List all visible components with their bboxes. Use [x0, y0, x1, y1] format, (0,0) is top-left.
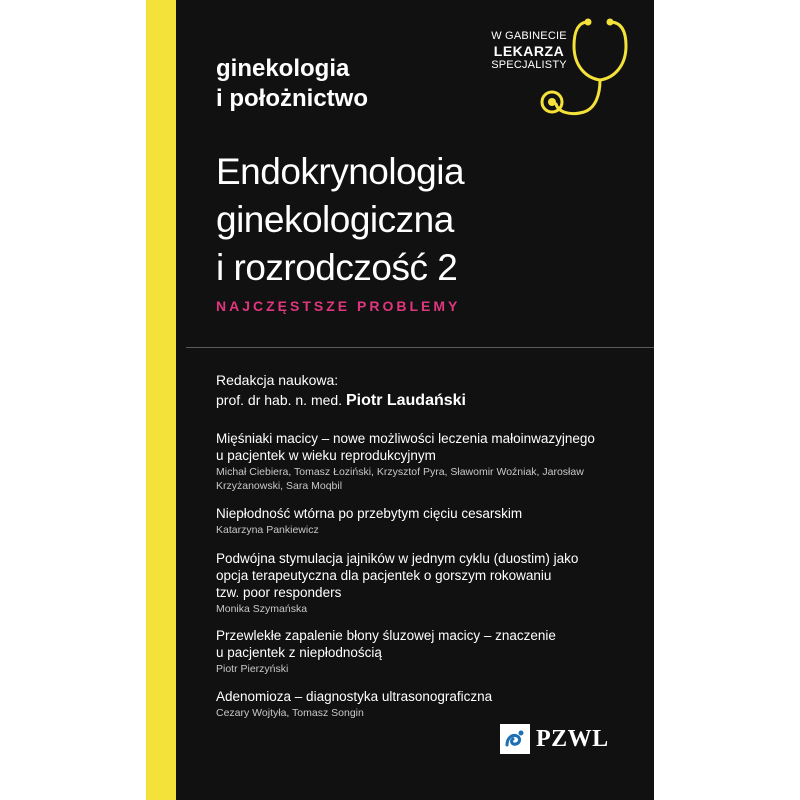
chapter-item: [216, 688, 636, 720]
chapter-authors-line: Cezary Wojtyła, Tomasz Songin: [216, 707, 364, 719]
badge-line-1: W GABINECIE: [491, 30, 567, 42]
editor-name: Piotr Laudański: [345, 392, 466, 409]
chapter-title: [216, 550, 636, 601]
chapter-title-line: Niepłodność wtórna po przebytym cięciu cesarskim: [216, 506, 523, 521]
editor-label: Redakcja naukowa:: [216, 372, 339, 388]
chapter-authors: [216, 602, 636, 616]
book-subtitle: NAJCZĘSTSZE PROBLEMY: [216, 298, 461, 314]
chapter-title: [216, 627, 636, 661]
chapter-item: [216, 627, 636, 676]
publisher-name: PZWL: [536, 726, 609, 752]
chapter-title-line: u pacjentek z niepłodnością: [216, 645, 382, 660]
chapter-title-line: u pacjentek w wieku reprodukcyjnym: [216, 448, 436, 463]
series-badge: [482, 16, 642, 126]
book-cover: [146, 0, 654, 800]
chapter-title-line: tzw. poor responders: [216, 585, 342, 600]
stethoscope-icon: [522, 16, 642, 126]
chapter-authors: [216, 465, 636, 493]
chapter-authors-line: Michał Ciebiera, Tomasz Łoziński, Krzysztof Pyra, Sławomir Woźniak, Jarosław: [216, 466, 584, 478]
chapter-title: [216, 505, 636, 522]
chapter-title: [216, 430, 636, 464]
chapter-authors-line: Monika Szymańska: [216, 603, 308, 615]
chapter-authors: [216, 706, 636, 720]
yellow-spine-stripe: [146, 0, 176, 800]
title-line-3: i rozrodczość 2: [216, 247, 458, 288]
title-line-1: Endokrynologia: [216, 151, 465, 192]
book-title: [216, 148, 464, 292]
editor-degree: prof. dr hab. n. med.: [216, 392, 343, 408]
chapter-title-line: Mięśniaki macicy – nowe możliwości leczenia małoinwazyjnego: [216, 431, 595, 446]
chapter-authors: [216, 662, 636, 676]
chapter-title-line: Przewlekłe zapalenie błony śluzowej macicy – znaczenie: [216, 628, 556, 643]
chapter-title-line: Adenomioza – diagnostyka ultrasonograficzna: [216, 689, 493, 704]
series-title: [216, 54, 368, 114]
pzwl-logo-icon: [500, 724, 530, 754]
chapter-authors: [216, 523, 636, 537]
editor-block: [216, 370, 466, 411]
chapter-title: [216, 688, 636, 705]
series-line-2: i położnictwo: [216, 85, 368, 112]
chapter-item: [216, 550, 636, 616]
chapter-item: [216, 430, 636, 493]
chapter-item: [216, 505, 636, 537]
publisher-logo: [500, 724, 630, 754]
chapter-title-line: Podwójna stymulacja jajników w jednym cyklu (duostim) jako: [216, 551, 579, 566]
chapter-title-line: opcja terapeutyczna dla pacjentek o gorszym rokowaniu: [216, 568, 552, 583]
editor-credit: [216, 390, 466, 411]
divider-line: [186, 347, 654, 348]
chapter-authors-line: Katarzyna Pankiewicz: [216, 524, 319, 536]
badge-line-2: LEKARZA: [493, 43, 565, 59]
badge-line-3: SPECJALISTY: [491, 59, 567, 71]
series-line-1: ginekologia: [216, 55, 350, 82]
chapter-authors-line: Piotr Pierzyński: [216, 663, 289, 675]
chapter-authors-line: Krzyżanowski, Sara Moqbil: [216, 480, 343, 492]
title-line-2: ginekologiczna: [216, 199, 454, 240]
